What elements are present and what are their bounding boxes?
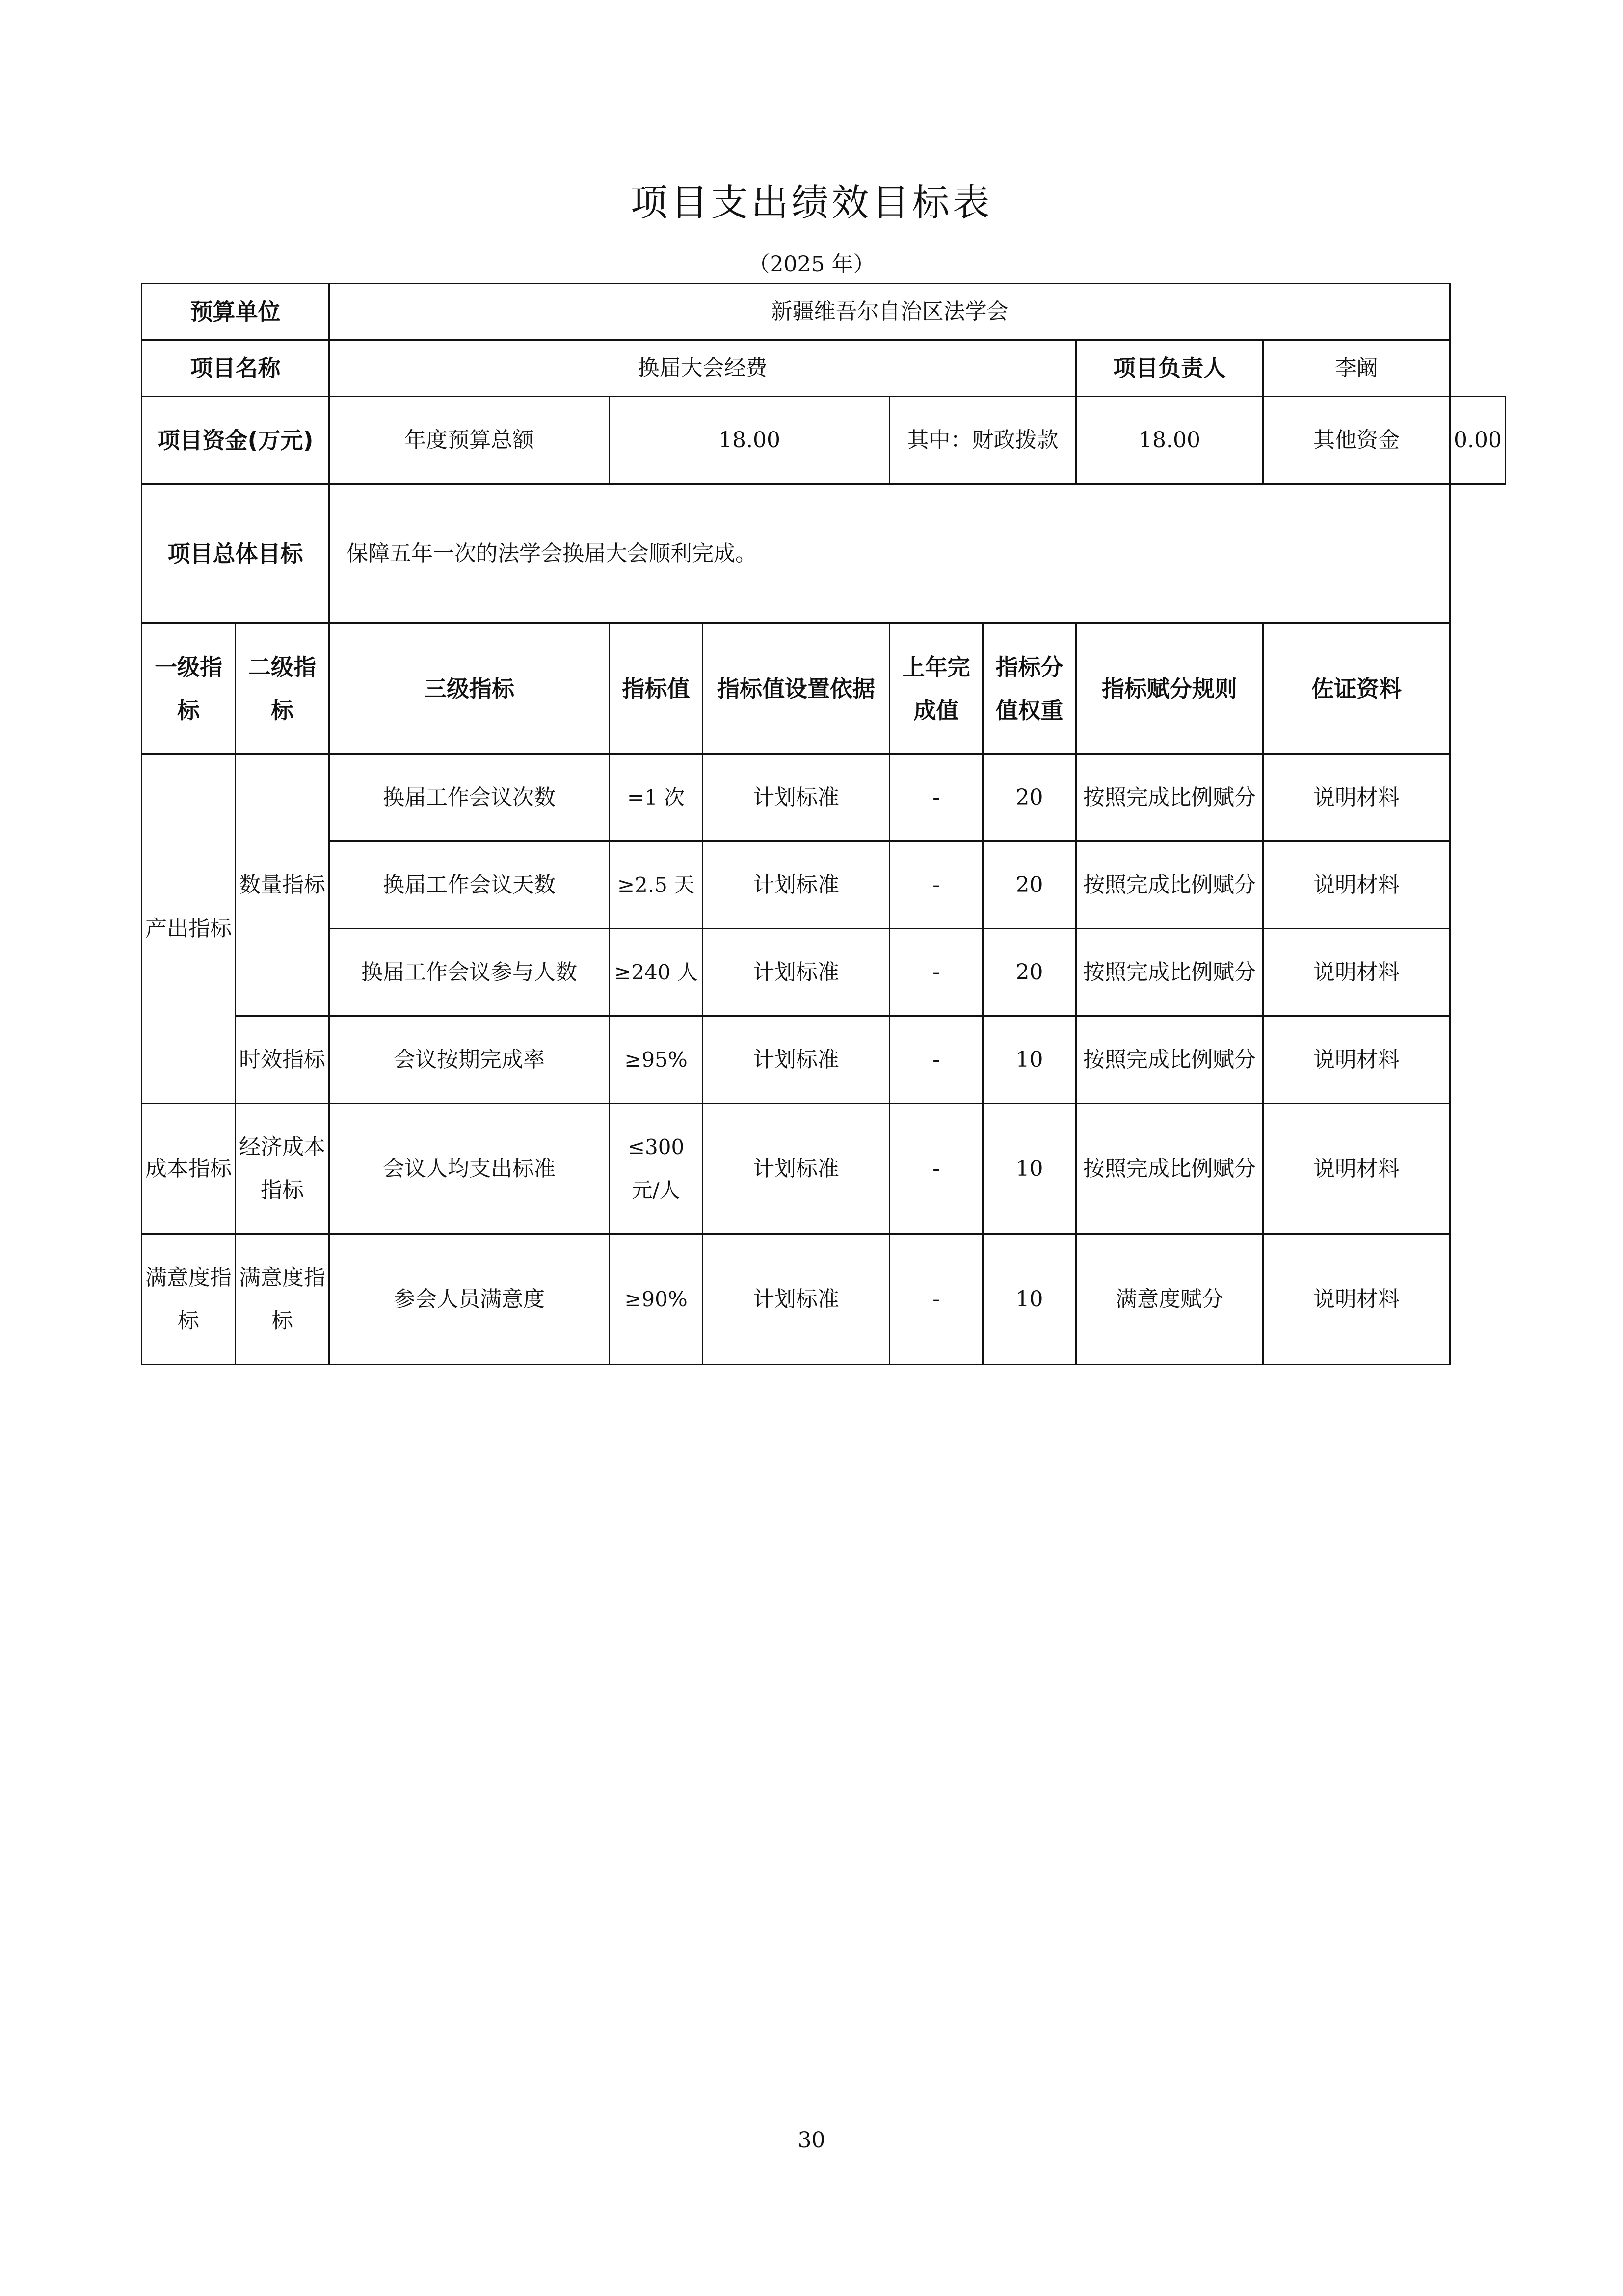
goal-label: 项目总体目标 [142,484,329,623]
indicator-rule: 按照完成比例赋分 [1076,841,1263,929]
group-timeliness: 时效指标 [236,1016,329,1104]
col-rule: 指标赋分规则 [1076,623,1263,754]
indicator-weight: 10 [983,1016,1076,1104]
indicator-weight: 20 [983,841,1076,929]
group-quantity: 数量指标 [236,754,329,1016]
funds-label: 项目资金(万元) [142,397,329,484]
unit-label: 预算单位 [142,284,329,340]
indicator-value: ≥90% [610,1234,703,1365]
col-last-year: 上年完成值 [890,623,983,754]
group-output: 产出指标 [142,754,236,1104]
fiscal-label: 其中：财政拨款 [890,397,1076,484]
indicator-value: ≥240 人 [610,929,703,1016]
indicator-basis: 计划标准 [703,841,890,929]
indicator-rule: 按照完成比例赋分 [1076,929,1263,1016]
indicator-last: - [890,1104,983,1234]
group-satisfaction-sub: 满意度指标 [236,1234,329,1365]
indicator-rule: 按照完成比例赋分 [1076,1104,1263,1234]
indicator-name: 参会人员满意度 [329,1234,610,1365]
leader-label: 项目负责人 [1076,340,1263,397]
indicator-value: ≤300 元/人 [610,1104,703,1234]
col-basis: 指标值设置依据 [703,623,890,754]
unit-value: 新疆维吾尔自治区法学会 [329,284,1450,340]
other-funds-label: 其他资金 [1263,397,1450,484]
indicator-name: 换届工作会议参与人数 [329,929,610,1016]
indicator-name: 会议人均支出标准 [329,1104,610,1234]
indicator-value: ≥95% [610,1016,703,1104]
indicator-basis: 计划标准 [703,1234,890,1365]
indicator-basis: 计划标准 [703,1104,890,1234]
indicator-last: - [890,1016,983,1104]
performance-table [141,283,1506,1365]
table-row [142,841,1506,929]
col-value: 指标值 [610,623,703,754]
project-name-label: 项目名称 [142,340,329,397]
group-satisfaction: 满意度指标 [142,1234,236,1365]
column-header-row [142,623,1506,754]
unit-row [142,284,1506,340]
indicator-value: =1 次 [610,754,703,841]
page-number: 30 [798,2128,825,2153]
group-economic-cost: 经济成本指标 [236,1104,329,1234]
col-level1: 一级指标 [142,623,236,754]
col-level2: 二级指标 [236,623,329,754]
col-level3: 三级指标 [329,623,610,754]
indicator-rule: 按照完成比例赋分 [1076,754,1263,841]
goal-value: 保障五年一次的法学会换届大会顺利完成。 [329,484,1450,623]
indicator-last: - [890,1234,983,1365]
indicator-weight: 20 [983,929,1076,1016]
annual-total-label: 年度预算总额 [329,397,610,484]
funds-row [142,397,1506,484]
indicator-name: 换届工作会议次数 [329,754,610,841]
leader-value: 李阚 [1263,340,1450,397]
indicator-name: 会议按期完成率 [329,1016,610,1104]
table-row [142,929,1506,1016]
indicator-evidence: 说明材料 [1263,1104,1450,1234]
indicator-last: - [890,929,983,1016]
indicator-evidence: 说明材料 [1263,1016,1450,1104]
col-weight: 指标分值权重 [983,623,1076,754]
indicator-weight: 20 [983,754,1076,841]
indicator-evidence: 说明材料 [1263,754,1450,841]
indicator-name: 换届工作会议天数 [329,841,610,929]
indicator-evidence: 说明材料 [1263,1234,1450,1365]
project-name-value: 换届大会经费 [329,340,1076,397]
table-row [142,1016,1506,1104]
indicator-weight: 10 [983,1234,1076,1365]
indicator-basis: 计划标准 [703,754,890,841]
col-evidence: 佐证资料 [1263,623,1450,754]
other-funds-value: 0.00 [1450,397,1506,484]
indicator-basis: 计划标准 [703,1016,890,1104]
indicator-basis: 计划标准 [703,929,890,1016]
table-row [142,1234,1506,1365]
group-cost: 成本指标 [142,1104,236,1234]
indicator-weight: 10 [983,1104,1076,1234]
page-title: 项目支出绩效目标表 [630,181,993,224]
page-year: （2025 年） [748,252,875,277]
indicator-value: ≥2.5 天 [610,841,703,929]
indicator-evidence: 说明材料 [1263,929,1450,1016]
table-row [142,754,1506,841]
indicator-rule: 满意度赋分 [1076,1234,1263,1365]
fiscal-value: 18.00 [1076,397,1263,484]
project-name-row [142,340,1506,397]
annual-total-value: 18.00 [610,397,890,484]
goal-row [142,484,1506,623]
indicator-last: - [890,754,983,841]
indicator-evidence: 说明材料 [1263,841,1450,929]
indicator-rule: 按照完成比例赋分 [1076,1016,1263,1104]
table-row [142,1104,1506,1234]
indicator-last: - [890,841,983,929]
